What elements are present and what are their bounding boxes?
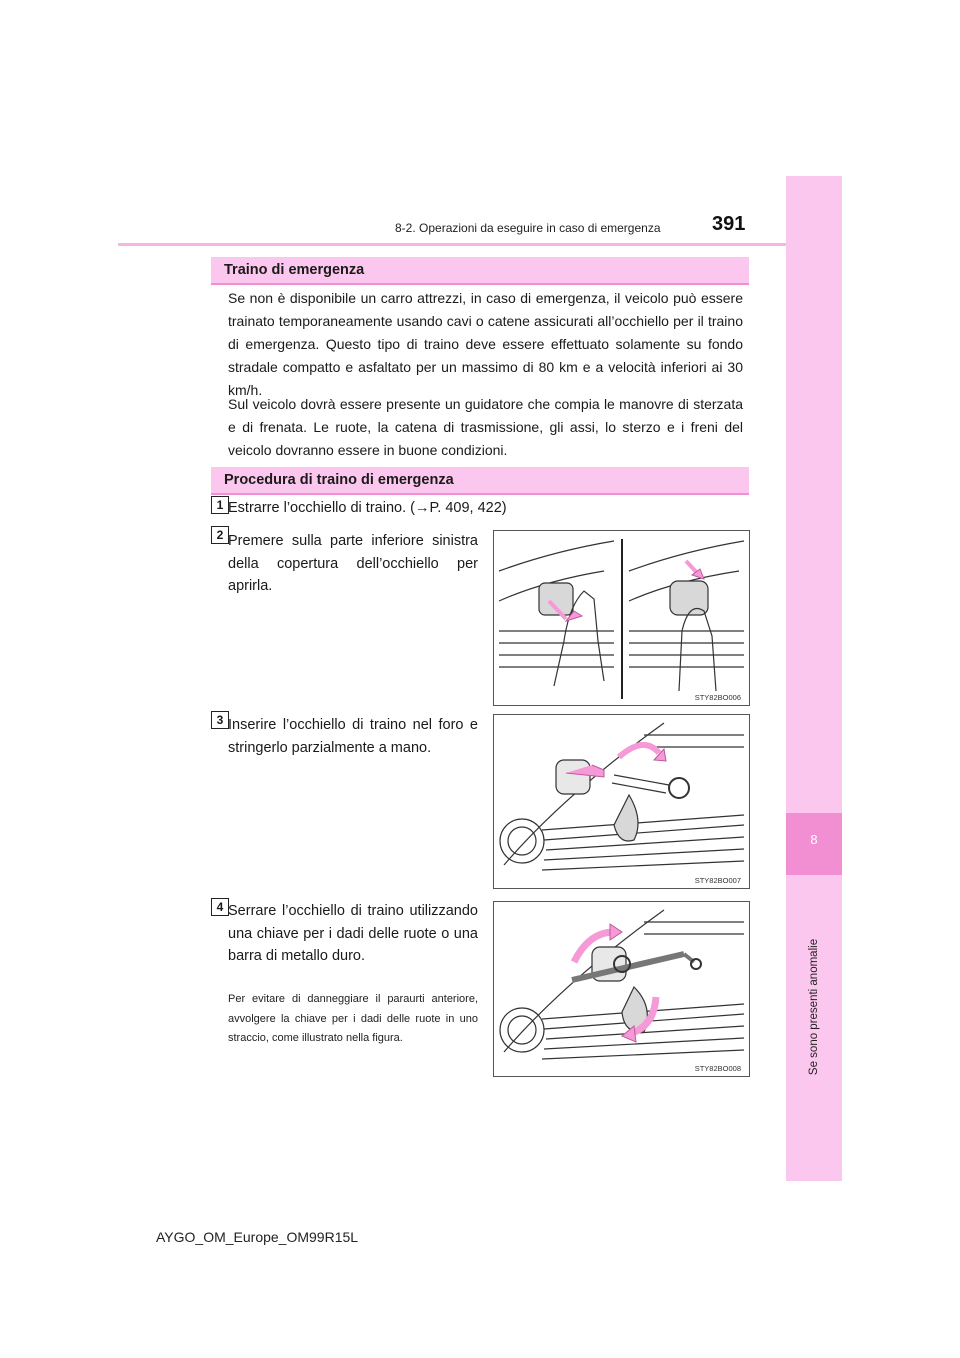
figure-insert-eyelet	[493, 714, 750, 889]
figure-open-cover	[493, 530, 750, 706]
paragraph-driver-requirements: Sul veicolo dovrà essere presente un guidatore che compia le manovre di sterzata e di frenata. Le ruote, la catena di trasmissione, gli assi, lo sterzo e i freni del veicolo dovranno essere in buone condizioni.	[228, 396, 743, 458]
page-number: 391	[712, 213, 746, 235]
figure-tighten-eyelet	[493, 901, 750, 1077]
figure-code: STY82BO006	[694, 693, 741, 702]
illustration-tighten-eyelet	[494, 902, 749, 1076]
illustration-insert-eyelet	[494, 715, 749, 888]
section-heading-towing-procedure	[211, 467, 749, 495]
step-text-2: Premere sulla parte inferiore sinistra della copertura dell’occhiello per aprirla.	[228, 533, 478, 594]
step-text-3: Inserire l’occhiello di traino nel foro e stringerlo parzialmente a mano.	[228, 717, 478, 756]
step-text-4: Serrare l’occhiello di traino utilizzando una chiave per i dadi delle ruote o una barra di metallo duro.	[228, 903, 478, 964]
chapter-title: Se sono presenti anomalie	[808, 938, 820, 1076]
step-number-3: 3	[211, 711, 229, 729]
section-heading-emergency-towing	[211, 257, 749, 285]
chapter-number: 8	[810, 832, 818, 847]
step-text-1: Estrarre l’occhiello di traino. (→P. 409, 422)	[228, 500, 507, 516]
figure-code: STY82BO008	[694, 1064, 741, 1073]
step-note-4: Per evitare di danneggiare il paraurti anteriore, avvolgere la chiave per i dadi delle ruote in uno straccio, come illustrato nella figura.	[228, 993, 478, 1044]
step-number-1: 1	[211, 496, 229, 514]
document-code: AYGO_OM_Europe_OM99R15L	[156, 1229, 359, 1245]
step-number-2: 2	[211, 526, 229, 544]
section-heading-text: Procedura di traino di emergenza	[224, 472, 454, 488]
step-number-4: 4	[211, 898, 229, 916]
header-rule	[118, 243, 840, 246]
paragraph-towing-conditions: Se non è disponibile un carro attrezzi, in caso di emergenza, il veicolo può essere trainato temporaneamente usando cavi o catene assicurati all’occhiello per il traino di emergenza. Questo tipo di traino deve essere effettuato solamente su fondo stradale compatto e asfaltato per un massimo di 80 km e a velocità inferiori ai 30 km/h.	[228, 290, 743, 398]
running-header: 8-2. Operazioni da eseguire in caso di emergenza	[395, 221, 661, 235]
figure-code: STY82BO007	[694, 876, 741, 885]
illustration-open-cover	[494, 531, 749, 705]
section-heading-text: Traino di emergenza	[224, 262, 365, 278]
